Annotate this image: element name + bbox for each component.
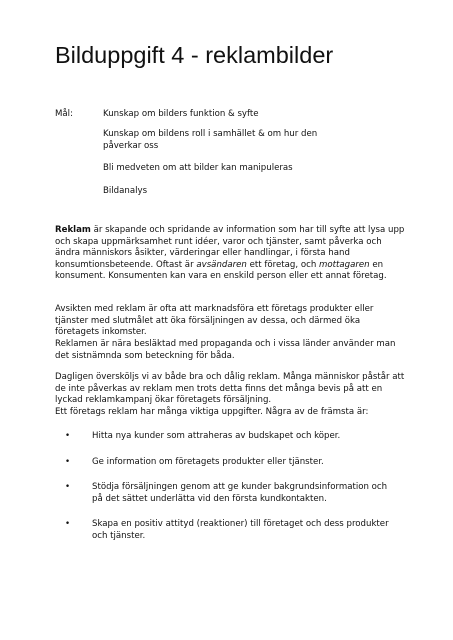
goal-item: Kunskap om bildens roll i samhället & om hur den påverkar oss [103,129,318,151]
list-item: • Hitta nya kunder som attraheras av budskapet och köper. [55,431,395,443]
emphasis-receiver: mottagaren [319,259,370,270]
list-item: • Ge information om företagets produkter eller tjänster. [55,457,395,469]
paragraph-propaganda: Reklamen är nära besläktad med propaganda och i vissa länder använder man det sistnämnda som beteckning för båda. [55,339,396,361]
paragraph-dagligen: Dagligen översköljs vi av både bra och dålig reklam. Många människor påstår att de inte påverkas av reklam men trots detta finns det många bevis på att en lyckad reklamkampanj ökar företagets försäljning. [55,372,405,406]
goals-label: Mål: [55,109,73,119]
goal-item: Bli medveten om att bilder kan manipuleras [103,163,293,173]
emphasis-sender: avsändaren [196,259,247,270]
paragraph-reklam [55,225,405,283]
paragraph-uppgifter: Ett företags reklam har många viktiga uppgifter. Några av de främsta är: [55,407,369,417]
paragraph-avsikten: Avsikten med reklam är ofta att marknadsföra ett företags produkter eller tjänster med slutmålet att öka försäljningen av dessa, och därmed öka företagets inkomster. [55,304,374,338]
goal-item: Bildanalys [103,186,148,196]
list-item: • Skapa en positiv attityd (reaktioner) till företaget och dess produkter och tjänster. [55,519,395,542]
list-item: • Stödja försäljningen genom att ge kunder bakgrundsinformation och på det sättet underlätta vid den första kundkontakten. [55,482,395,505]
reklam-term: Reklam [55,225,91,235]
paragraph-text: en konsument. Konsumenten kan vara en enskild person eller ett annat företag. [55,259,387,282]
page-title: Bilduppgift 4 - reklambilder [55,42,334,68]
tasks-list [55,431,395,557]
paragraph-text: är skapande och spridande av information som har till syfte att lysa upp och skapa uppmärksamhet runt idéer, varor och tjänster, samt påverka och ändra människors åsikter, värderingar eller handlingar, i första hand konsumtionsbeteende. Oftast är [55,225,405,270]
paragraph-text: ett företag, och [246,259,319,270]
goal-item: Kunskap om bilders funktion & syfte [103,109,259,119]
